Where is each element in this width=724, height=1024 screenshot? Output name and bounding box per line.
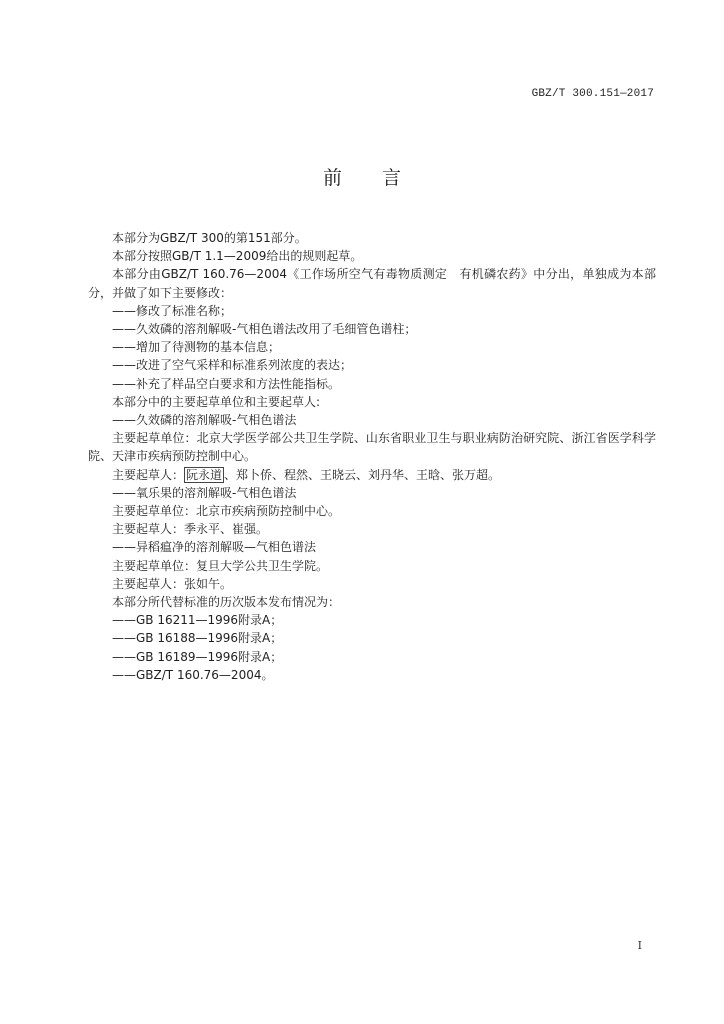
page-number: I — [637, 939, 642, 952]
history-item: ——GB 16211—1996附录A； — [112, 613, 283, 628]
drafting-units: 主要起草单位：北京市疾病预防控制中心。 — [112, 504, 341, 519]
document-body — [88, 229, 656, 684]
paragraph-part-number: 本部分为GBZ/T 300的第151部分。 — [112, 231, 307, 245]
drafters: 主要起草人：张如午。 — [112, 576, 233, 591]
paragraph-drafters-intro: 本部分中的主要起草单位和主要起草人: — [112, 394, 321, 409]
history-item: ——GB 16189—1996附录A； — [112, 649, 283, 664]
history-item: ——GBZ/T 160.76—2004。 — [112, 667, 274, 682]
list-item-change: ——补充了样品空白要求和方法性能指标。 — [112, 376, 341, 391]
drafters-label: 主要起草人： — [112, 467, 185, 482]
list-item-change: ——修改了标准名称； — [112, 303, 233, 318]
drafting-units: 主要起草单位：复旦大学公共卫生学院。 — [112, 558, 329, 573]
paragraph-drafting-rules: 本部分按照GB/T 1.1—2009给出的规则起草。 — [112, 249, 363, 264]
drafting-units: 主要起草单位：北京大学医学部公共卫生学院、山东省职业卫生与职业病防治研究院、浙江省医学科学院、天津市疾病预防控制中心。 — [88, 431, 656, 464]
standard-code: GBZ/T 300.151—2017 — [531, 88, 654, 100]
method-heading: ——异稻瘟净的溶剂解吸—气相色谱法 — [112, 540, 317, 555]
paragraph-history: 本部分所代替标准的历次版本发布情况为： — [112, 595, 341, 610]
paragraph-origin: 本部分由GBZ/T 160.76—2004《工作场所空气有毒物质测定 有机磷农药》中分出，单独成为本部分，并做了如下主要修改： — [88, 267, 656, 300]
boxed-name: 阮永道 — [186, 467, 223, 482]
list-item-change: ——改进了空气采样和标准系列浓度的表达； — [112, 358, 353, 373]
drafters — [88, 466, 656, 484]
method-heading: ——久效磷的溶剂解吸-气相色谱法 — [112, 413, 297, 428]
drafters-rest: 、郑卜侨、程然、王晓云、刘丹华、王晗、张万超。 — [224, 467, 501, 482]
method-heading: ——氧乐果的溶剂解吸-气相色谱法 — [112, 485, 297, 500]
history-item: ——GB 16188—1996附录A； — [112, 631, 283, 646]
page-title: 前言 — [322, 167, 441, 189]
list-item-change: ——增加了待测物的基本信息； — [112, 340, 281, 355]
list-item-change: ——久效磷的溶剂解吸-气相色谱法改用了毛细管色谱柱； — [112, 322, 417, 337]
drafters: 主要起草人：季永平、崔强。 — [112, 522, 269, 537]
